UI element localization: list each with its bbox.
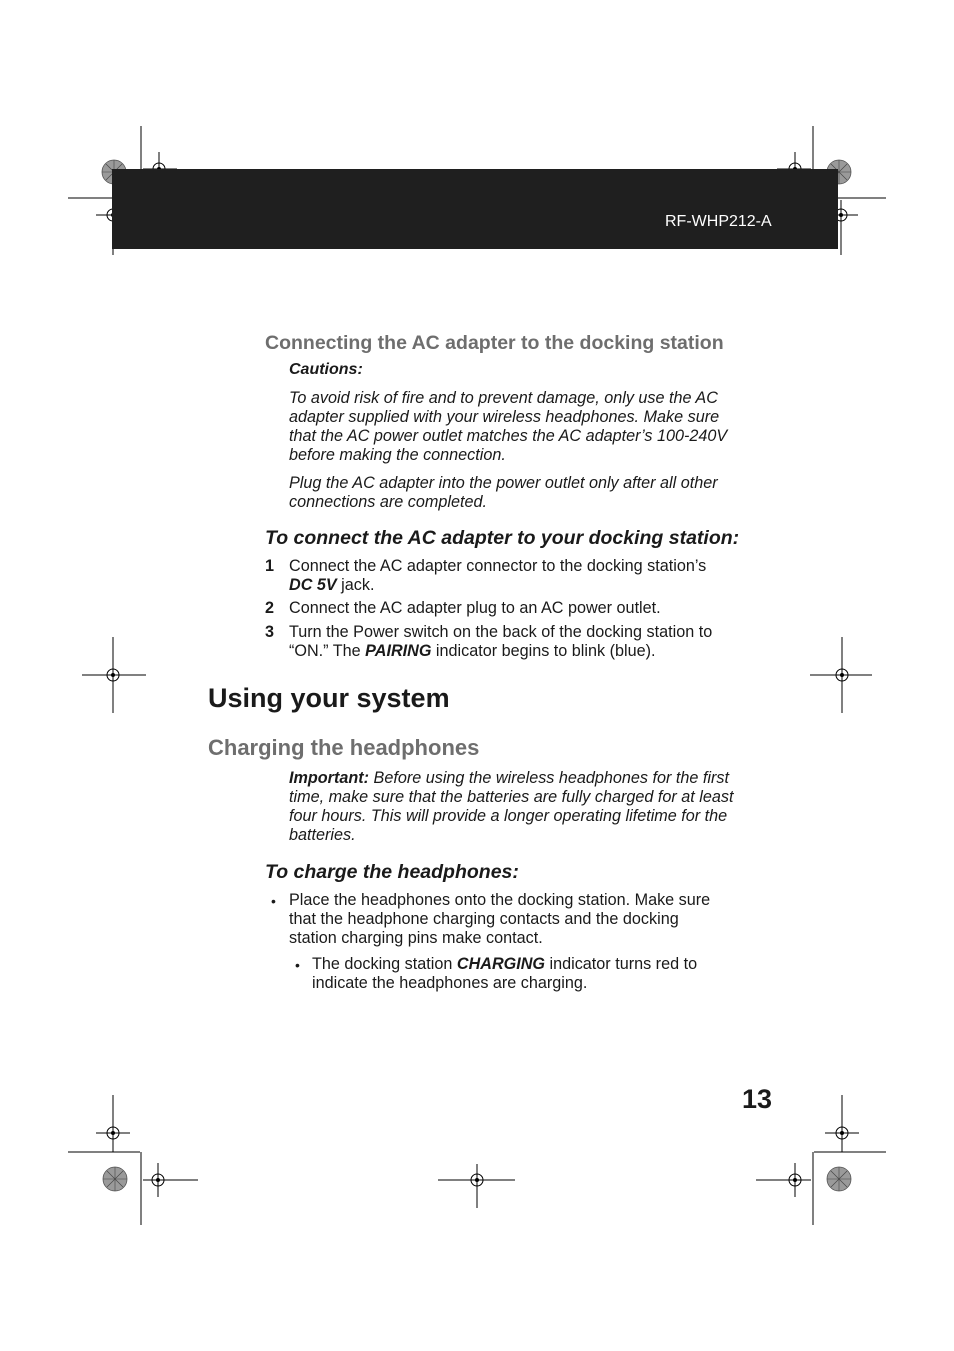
caution-2-line: connections are completed. — [289, 493, 487, 511]
model-number: RF-WHP212-A — [665, 213, 772, 230]
caution-1-line: adapter supplied with your wireless headphones. Make sure — [289, 408, 720, 426]
section-heading-ac-adapter: Connecting the AC adapter to the docking station — [265, 332, 724, 354]
step-1-line: Connect the AC adapter connector to the docking station’s — [289, 557, 707, 575]
sub-bullet-icon: • — [295, 957, 300, 973]
sub-bullet-text: indicator turns red to — [545, 955, 698, 973]
sub-bullet — [312, 955, 697, 993]
step-1 — [289, 557, 706, 595]
sub-bullet-text: The docking station — [312, 955, 457, 973]
dc-5v-label: DC 5V — [289, 576, 337, 594]
caution-1-line: that the AC power outlet matches the AC adapter’s 100-240V — [289, 427, 728, 445]
pairing-label: PAIRING — [365, 642, 432, 660]
important-label: Important: — [289, 769, 370, 787]
section-title-using-system: Using your system — [208, 683, 450, 713]
header-bar — [112, 169, 838, 249]
step-number: 2 — [265, 599, 275, 617]
caution-1 — [289, 389, 727, 465]
step-3-line — [289, 642, 712, 661]
caution-2 — [289, 474, 718, 512]
important-line: time, make sure that the batteries are fully charged for at least — [289, 788, 734, 806]
bullet-1-line: Place the headphones onto the docking station. Make sure — [289, 891, 711, 909]
sub-bullet-line: indicate the headphones are charging. — [312, 974, 588, 992]
bullet-1 — [289, 891, 710, 948]
procedure-title-connect: To connect the AC adapter to your docking station: — [265, 527, 740, 549]
step-3-line: Turn the Power switch on the back of the docking station to — [289, 623, 713, 641]
subsection-title-charging: Charging the headphones — [208, 735, 480, 760]
important-line: four hours. This will provide a longer operating lifetime for the — [289, 807, 728, 825]
caution-1-line: before making the connection. — [289, 446, 506, 464]
sub-bullet-line — [312, 955, 697, 974]
step-2: Connect the AC adapter plug to an AC power outlet. — [289, 599, 661, 617]
caution-1-line: To avoid risk of fire and to prevent damage, only use the AC — [289, 389, 718, 407]
charging-label: CHARGING — [456, 955, 546, 973]
step-1-line — [289, 576, 706, 595]
step-number: 1 — [265, 557, 275, 575]
bullet-1-line: that the headphone charging contacts and the docking — [289, 910, 679, 928]
step-number: 3 — [265, 623, 275, 641]
page-number: 13 — [742, 1084, 773, 1114]
step-3 — [289, 623, 712, 661]
step-1-text: jack. — [336, 576, 375, 594]
caution-2-line: Plug the AC adapter into the power outlet only after all other — [289, 474, 718, 492]
bullet-1-line: station charging pins make contact. — [289, 929, 543, 947]
important-line: batteries. — [289, 826, 356, 844]
step-3-text: indicator begins to blink (blue). — [431, 642, 656, 660]
bullet-icon: • — [271, 893, 276, 909]
important-text: Before using the wireless headphones for the first — [369, 769, 729, 787]
important-note — [289, 769, 733, 845]
procedure-title-charge: To charge the headphones: — [265, 861, 519, 883]
important-line — [289, 769, 733, 788]
step-3-text: “ON.” The — [289, 642, 366, 660]
cautions-label: Cautions: — [289, 361, 363, 378]
